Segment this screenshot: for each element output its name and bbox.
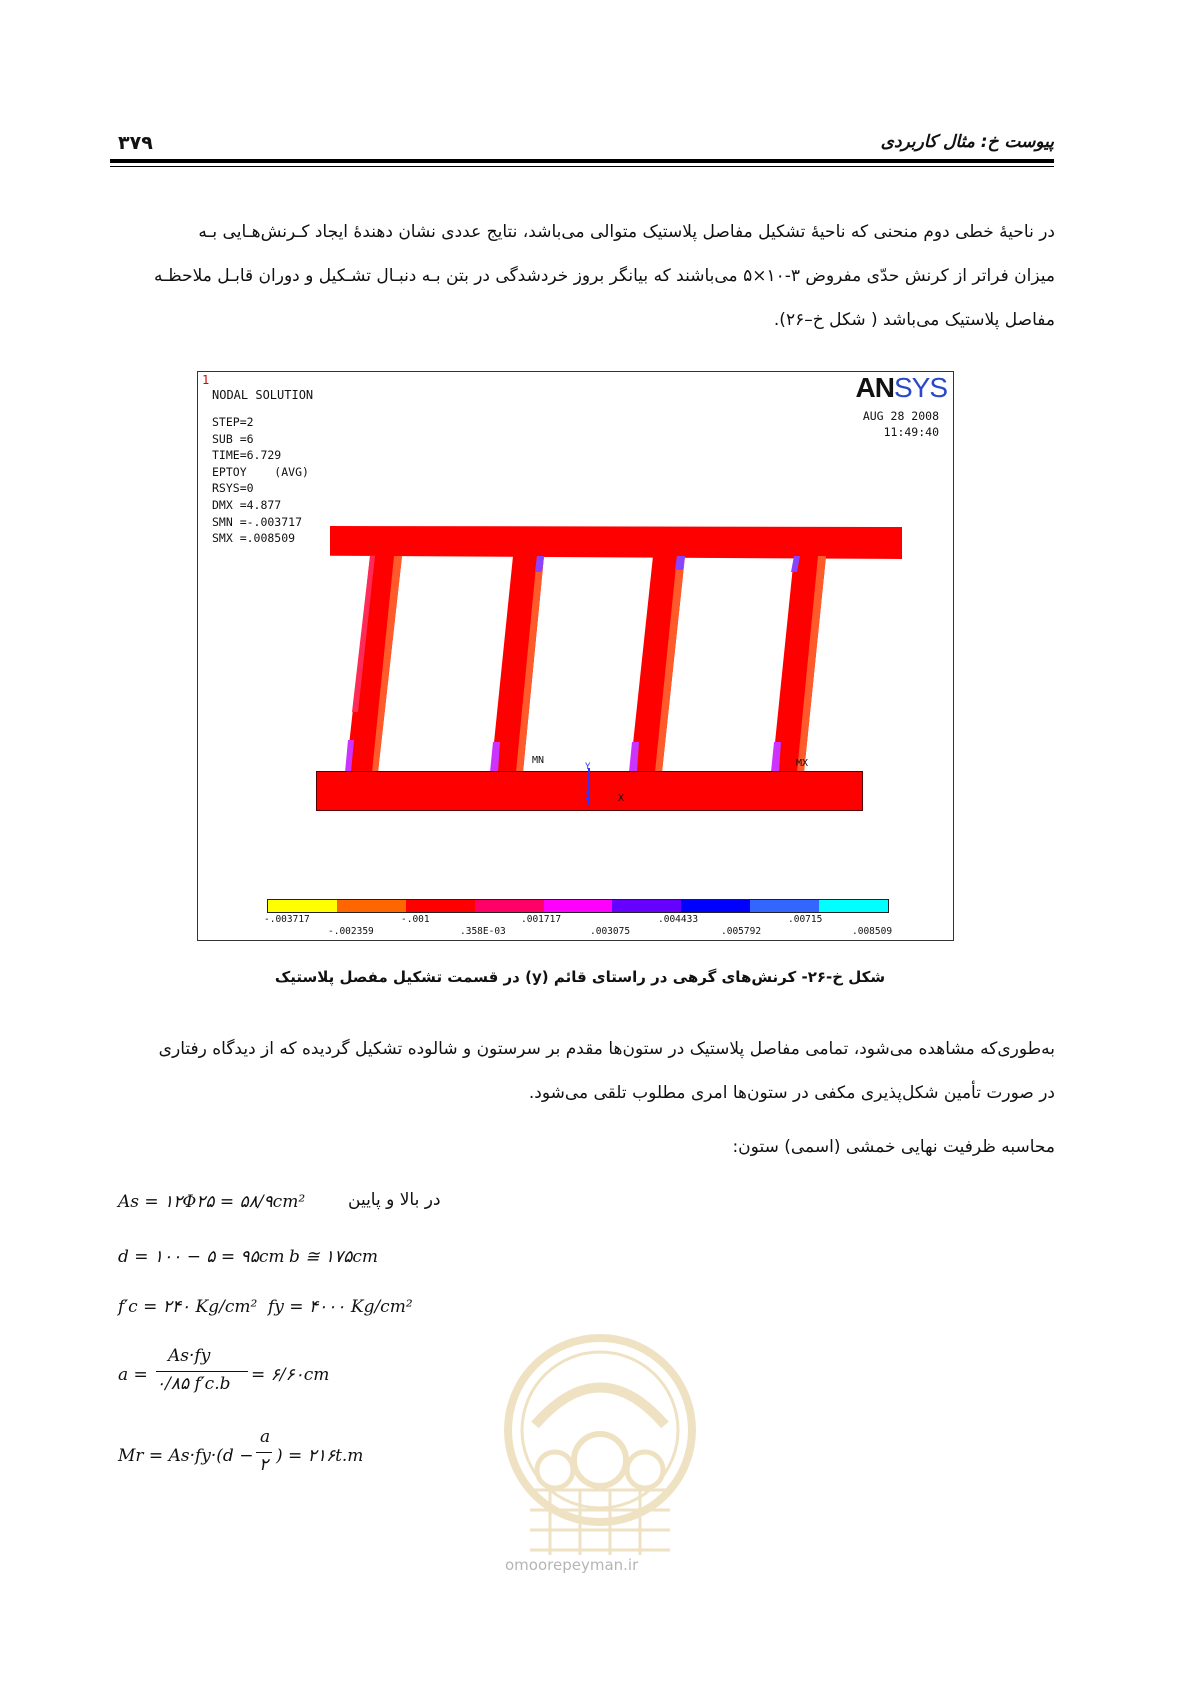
- header-rule-thick: [110, 159, 1054, 163]
- column-1: [345, 556, 402, 772]
- paragraph-line: در صورت تأمین شکل‌پذیری مکفی در ستون‌ها امری مطلوب تلقی می‌شود.: [528, 1083, 1055, 1103]
- column-2: [490, 556, 544, 772]
- param-line: SMX =.008509: [212, 531, 296, 546]
- header-rule-thin: [110, 166, 1054, 167]
- watermark-site: omoorepeyman.ir: [505, 1556, 639, 1574]
- colorbar-tick: .004433: [658, 914, 699, 925]
- equation-b: b ≅ ۱۷۵cm: [289, 1247, 378, 1267]
- watermark-logo: [500, 1330, 700, 1560]
- colorbar-tick: -.002359: [328, 926, 374, 937]
- column-4: [771, 556, 826, 772]
- param-line: SMN =-.003717: [212, 514, 303, 529]
- equation-as-note: در بالا و پایین: [348, 1190, 441, 1210]
- paragraph-1: [115, 210, 1055, 342]
- equation-fy: fy = ۴۰۰۰ Kg/cm²: [268, 1297, 413, 1317]
- equation-a-lhs: a =: [118, 1365, 148, 1385]
- equation-a-denominator: ۰/۸۵ f′c.b: [156, 1374, 231, 1394]
- figure-caption: شکل خ-۲۶- کرنش‌های گرهی در راستای قائم (y) در قسمت تشکیل مفصل پلاستیک: [274, 968, 886, 986]
- ansys-figure: [197, 371, 954, 941]
- equation-mr-lhs: Mr = As·fy·(d −: [118, 1446, 254, 1466]
- equation-a-rhs: = ۶/۶۰cm: [251, 1365, 330, 1385]
- columns-svg: [198, 372, 953, 940]
- axis-y-label: Y: [585, 762, 591, 772]
- equation-d: d = ۱۰۰ − ۵ = ۹۵cm: [118, 1247, 285, 1267]
- colorbar-tick: -.003717: [264, 914, 310, 925]
- paragraph-line: میزان فراتر از کرنش حدّی مفروض ۳-۱۰×۵ می‌باشند که بیانگر بروز خردشدگی در بتن بـه دنبـال تشـکیل و دوران قابـل ملاحظـه: [154, 266, 1055, 286]
- colorbar-tick: .008509: [852, 926, 893, 937]
- equation-mr-denominator: ۲: [259, 1455, 269, 1475]
- min-marker: MN: [532, 755, 545, 766]
- colorbar-band: [819, 900, 888, 912]
- param-line: RSYS=0: [212, 481, 254, 496]
- param-line: TIME=6.729: [212, 448, 282, 463]
- equation-as: As = ۱۲Φ۲۵ = ۵۸/۹cm²: [118, 1192, 306, 1212]
- figure-date: AUG 28 2008: [862, 409, 939, 423]
- colorbar-tick: .003075: [590, 926, 631, 937]
- ansys-logo: ANSYS: [855, 372, 947, 403]
- page-number: ۳۷۹: [118, 132, 153, 154]
- axis-x-label: X: [618, 793, 625, 804]
- fraction-bar: [256, 1452, 272, 1453]
- colorbar-band: [337, 900, 406, 912]
- column-3: [629, 556, 685, 772]
- colorbar-band: [750, 900, 819, 912]
- param-line: EPTOY (AVG): [212, 464, 309, 479]
- colorbar-tick: .00715: [788, 914, 823, 925]
- equation-mr-rhs: ) = ۲۱۶t.m: [276, 1446, 364, 1466]
- paragraph-line: در ناحیهٔ خطی دوم منحنی که ناحیهٔ تشکیل مفاصل پلاستیک متوالی می‌باشد، نتایج عددی نشان دهندهٔ ایجاد کـرنش‌هـایی بـه: [198, 222, 1055, 242]
- colorbar-tick: .358E-03: [460, 926, 506, 937]
- colorbar-band: [544, 900, 613, 912]
- calc-heading: محاسبه ظرفیت نهایی خمشی (اسمی) ستون:: [732, 1137, 1055, 1157]
- colorbar-band: [406, 900, 475, 912]
- colorbar-tick: -.001: [401, 914, 430, 925]
- colorbar-band: [475, 900, 544, 912]
- colorbar-band: [681, 900, 750, 912]
- page-header: [110, 126, 1054, 170]
- equation-fc: f′c = ۲۴۰ Kg/cm²: [118, 1297, 258, 1317]
- colorbar-band: [612, 900, 681, 912]
- fraction-bar: [156, 1371, 248, 1372]
- figure-time: 11:49:40: [883, 425, 939, 439]
- figure-solution-title: NODAL SOLUTION: [212, 388, 314, 402]
- paragraph-2: [115, 1027, 1055, 1115]
- equation-mr-numerator: a: [260, 1427, 271, 1447]
- contour-colorbar: [267, 899, 889, 913]
- axis-z-label: Z: [585, 792, 591, 802]
- colorbar-band: [268, 900, 337, 912]
- paragraph-line: مفاصل پلاستیک می‌باشد ( شکل خ–۲۶).: [773, 310, 1055, 330]
- running-title: پیوست خ: مثال کاربردی: [880, 132, 1054, 152]
- param-line: DMX =4.877: [212, 497, 282, 512]
- param-line: STEP=2: [212, 415, 254, 429]
- equation-a-numerator: As·fy: [168, 1346, 211, 1366]
- param-line: SUB =6: [212, 431, 254, 446]
- colorbar-tick: .001717: [521, 914, 562, 925]
- figure-window-number: 1: [202, 373, 210, 387]
- max-marker: MX: [796, 758, 809, 769]
- paragraph-line: به‌طوری‌که مشاهده می‌شود، تمامی مفاصل پلاستیک در ستون‌ها مقدم بر سرستون و شالوده تشکیل گردیده که از دیدگاه رفتاری: [158, 1039, 1055, 1059]
- colorbar-tick: .005792: [721, 926, 762, 937]
